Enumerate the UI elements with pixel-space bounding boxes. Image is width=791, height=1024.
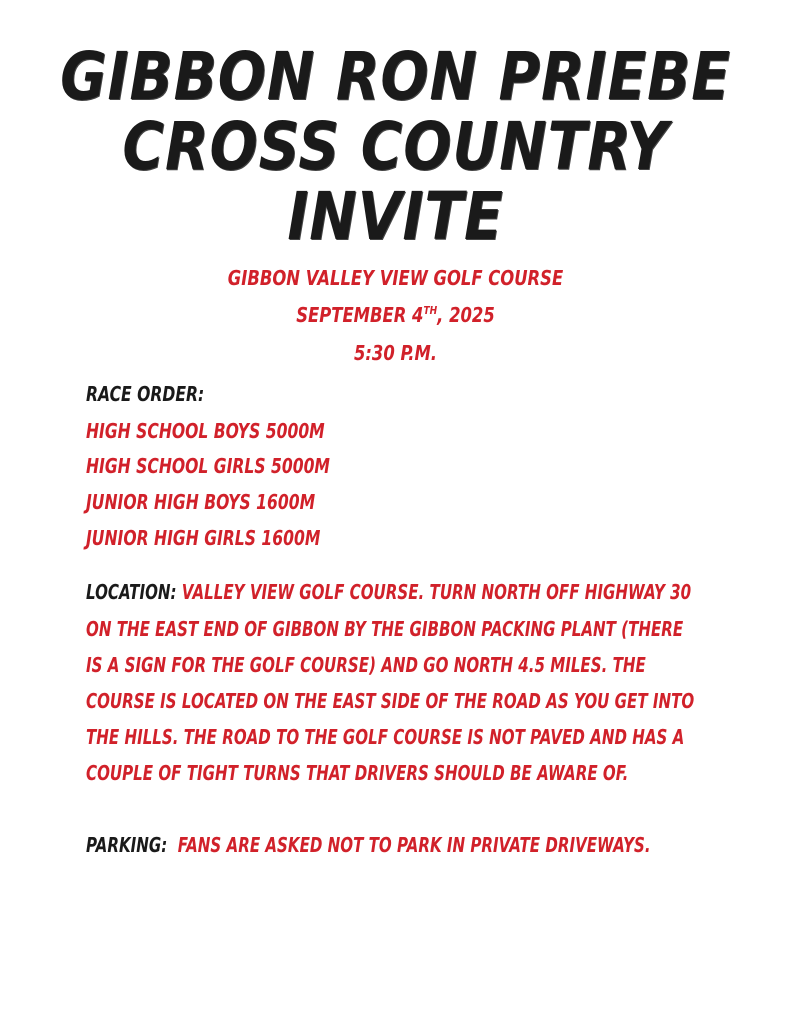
event-date-ordinal: TH [423,304,438,317]
race-order-item: HIGH SCHOOL GIRLS 5000M [86,454,330,478]
venue-name: GIBBON VALLEY VIEW GOLF COURSE [227,266,564,290]
location-label: LOCATION: [86,580,177,604]
location-line: IS A SIGN FOR THE GOLF COURSE) AND GO NORTH 4.5 MILES. THE [86,653,646,677]
location-line: COUPLE OF TIGHT TURNS THAT DRIVERS SHOULD BE AWARE OF. [86,761,629,785]
location-text: VALLEY VIEW GOLF COURSE. TURN NORTH OFF HIGHWAY 30 [176,580,692,604]
race-order-label: RACE ORDER: [86,382,205,406]
event-date-suffix: , 2025 [437,303,495,327]
event-title-line-2: CROSS COUNTRY [122,108,669,185]
event-time: 5:30 P.M. [353,341,438,365]
parking-text: FANS ARE ASKED NOT TO PARK IN PRIVATE DRIVEWAYS. [167,833,651,857]
race-order-item: JUNIOR HIGH BOYS 1600M [86,490,316,514]
parking-label: PARKING: [86,833,168,857]
event-title-line-1: GIBBON RON PRIEBE [60,38,731,115]
location-line: ON THE EAST END OF GIBBON BY THE GIBBON PACKING PLANT (THERE [86,617,684,641]
event-date [71,303,720,327]
race-order-item: HIGH SCHOOL BOYS 5000M [86,419,325,443]
location-line [86,580,691,604]
parking-line [86,833,651,857]
location-line: THE HILLS. THE ROAD TO THE GOLF COURSE IS NOT PAVED AND HAS A [86,725,685,749]
race-order-item: JUNIOR HIGH GIRLS 1600M [86,526,321,550]
event-title-line-3: INVITE [287,178,504,255]
location-line: COURSE IS LOCATED ON THE EAST SIDE OF THE ROAD AS YOU GET INTO [86,689,695,713]
event-date-prefix: SEPTEMBER 4 [296,303,424,327]
